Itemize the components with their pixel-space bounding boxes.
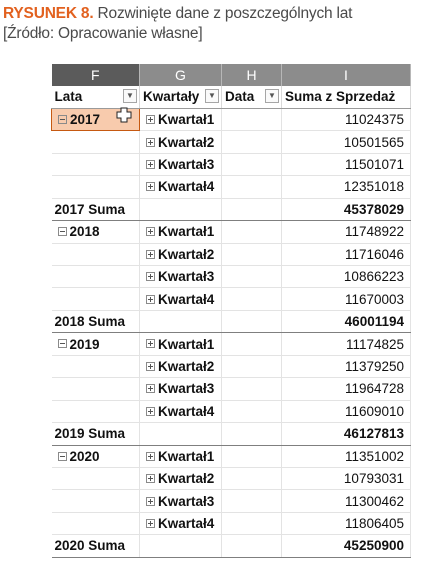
expand-icon[interactable] [146, 272, 155, 281]
empty-cell [52, 355, 140, 377]
empty-cell [52, 176, 140, 198]
table-row [52, 355, 411, 377]
move-cursor-icon [116, 107, 132, 123]
figure-source: [Źródło: Opracowanie własne] [3, 25, 203, 42]
collapse-icon[interactable] [58, 115, 67, 124]
expand-icon[interactable] [146, 339, 155, 348]
column-letter-row [52, 64, 411, 86]
sales-value-cell [282, 490, 411, 512]
expand-icon[interactable] [146, 182, 155, 191]
year-cell[interactable] [52, 221, 140, 243]
subtotal-label-text: 2017 Suma [54, 201, 126, 217]
empty-cell [52, 153, 140, 175]
sales-value-cell-text: 11174825 [345, 336, 404, 352]
quarter-cell-text: Kwartał3 [158, 157, 215, 173]
field-header-label: Lata [54, 89, 83, 105]
sales-value-cell [282, 131, 411, 153]
sales-value-cell [282, 467, 411, 489]
empty-cell [52, 288, 140, 310]
table-row [52, 131, 411, 153]
expand-icon[interactable] [146, 227, 155, 236]
date-cell [222, 266, 282, 288]
table-row [52, 153, 411, 175]
quarter-cell-text: Kwartał2 [158, 358, 215, 374]
year-cell[interactable] [52, 333, 140, 355]
quarter-cell[interactable] [140, 131, 222, 153]
sales-value-cell [282, 512, 411, 534]
subtotal-value-text: 45378029 [343, 201, 404, 217]
sales-value-cell [282, 288, 411, 310]
table-row [52, 490, 411, 512]
date-cell [222, 176, 282, 198]
quarter-cell[interactable] [140, 333, 222, 355]
quarter-cell[interactable] [140, 108, 222, 130]
table-row [52, 266, 411, 288]
collapse-icon[interactable] [58, 339, 67, 348]
subtotal-label-text: 2018 Suma [54, 314, 126, 330]
pivot-field-header-row [52, 86, 411, 108]
date-cell [222, 221, 282, 243]
quarter-cell[interactable] [140, 221, 222, 243]
date-cell [222, 467, 282, 489]
sales-value-cell [282, 445, 411, 467]
empty-cell [52, 378, 140, 400]
field-header-kwartaly [140, 86, 222, 108]
figure-label: RYSUNEK 8. [3, 5, 94, 22]
sales-value-cell-text: 10866223 [343, 269, 404, 285]
table-row [52, 176, 411, 198]
quarter-cell-text: Kwartał1 [158, 448, 215, 464]
table-row [52, 512, 411, 534]
date-cell [222, 445, 282, 467]
expand-icon[interactable] [146, 160, 155, 169]
filter-dropdown-icon[interactable]: ▼ [123, 89, 137, 103]
empty-cell [140, 423, 222, 445]
sales-value-cell-text: 11748922 [344, 224, 404, 240]
quarter-cell-text: Kwartał4 [158, 403, 215, 419]
sales-value-cell-text: 11024375 [344, 112, 404, 128]
quarter-cell-text: Kwartał2 [158, 246, 215, 262]
date-cell [222, 108, 282, 130]
expand-icon[interactable] [146, 407, 155, 416]
table-row [52, 243, 411, 265]
subtotal-value [282, 198, 411, 220]
date-cell [222, 153, 282, 175]
quarter-cell-text: Kwartał1 [158, 224, 215, 240]
quarter-cell[interactable] [140, 445, 222, 467]
quarter-cell-text: Kwartał1 [158, 336, 215, 352]
field-header-suma [282, 86, 411, 108]
subtotal-value-text: 46127813 [343, 426, 404, 442]
sales-value-cell [282, 108, 411, 130]
expand-icon[interactable] [146, 452, 155, 461]
expand-icon[interactable] [146, 250, 155, 259]
column-header-i[interactable]: I [282, 64, 411, 86]
table-row [52, 445, 411, 467]
quarter-cell[interactable] [140, 153, 222, 175]
quarter-cell[interactable] [140, 288, 222, 310]
year-cell-text: 2018 [69, 224, 100, 240]
expand-icon[interactable] [146, 519, 155, 528]
subtotal-label [52, 535, 140, 557]
subtotal-row [52, 535, 411, 557]
expand-icon[interactable] [146, 497, 155, 506]
table-row [52, 467, 411, 489]
empty-cell [52, 512, 140, 534]
table-row [52, 378, 411, 400]
year-cell-text: 2020 [69, 448, 100, 464]
sales-value-cell-text: 12351018 [343, 179, 404, 195]
date-cell [222, 355, 282, 377]
sales-value-cell-text: 11670003 [344, 291, 404, 307]
sales-value-cell [282, 243, 411, 265]
sales-value-cell [282, 153, 411, 175]
sales-value-cell-text: 11300462 [344, 493, 404, 509]
subtotal-label-text: 2020 Suma [54, 538, 126, 554]
empty-cell [222, 423, 282, 445]
column-header-g[interactable]: G [140, 64, 222, 86]
date-cell [222, 131, 282, 153]
year-cell[interactable] [52, 445, 140, 467]
quarter-cell-text: Kwartał3 [158, 493, 215, 509]
quarter-cell[interactable] [140, 490, 222, 512]
pivot-body [52, 108, 411, 557]
sales-value-cell [282, 378, 411, 400]
sales-value-cell [282, 221, 411, 243]
empty-cell [222, 310, 282, 332]
expand-icon[interactable] [146, 295, 155, 304]
expand-icon[interactable] [146, 474, 155, 483]
empty-cell [140, 535, 222, 557]
sales-value-cell [282, 266, 411, 288]
sales-value-cell [282, 333, 411, 355]
empty-cell [52, 490, 140, 512]
subtotal-value-text: 46001194 [344, 314, 404, 330]
quarter-cell-text: Kwartał3 [158, 381, 215, 397]
table-row [52, 221, 411, 243]
column-header-h[interactable]: H [222, 64, 282, 86]
sales-value-cell-text: 10501565 [343, 134, 404, 150]
date-cell [222, 512, 282, 534]
subtotal-label [52, 310, 140, 332]
quarter-cell-text: Kwartał2 [158, 134, 215, 150]
quarter-cell-text: Kwartał3 [158, 269, 215, 285]
expand-icon[interactable] [146, 115, 155, 124]
sales-value-cell-text: 11806405 [344, 516, 404, 532]
subtotal-label [52, 198, 140, 220]
quarter-cell-text: Kwartał4 [158, 291, 215, 307]
empty-cell [140, 198, 222, 220]
table-row [52, 288, 411, 310]
sales-value-cell [282, 355, 411, 377]
expand-icon[interactable] [146, 384, 155, 393]
quarter-cell-text: Kwartał4 [158, 516, 215, 532]
collapse-icon[interactable] [58, 227, 67, 236]
filter-dropdown-icon[interactable]: ▼ [205, 89, 219, 103]
collapse-icon[interactable] [58, 452, 67, 461]
sales-value-cell [282, 176, 411, 198]
date-cell [222, 490, 282, 512]
sales-value-cell-text: 11379250 [344, 358, 404, 374]
figure-caption [3, 4, 423, 44]
field-header-data [222, 86, 282, 108]
table-row [52, 333, 411, 355]
filter-dropdown-icon[interactable]: ▼ [265, 89, 279, 103]
quarter-cell[interactable] [140, 243, 222, 265]
field-header-label: Suma z Sprzedaż [285, 89, 396, 105]
subtotal-row [52, 310, 411, 332]
table-row [52, 400, 411, 422]
sales-value-cell-text: 11609010 [344, 403, 404, 419]
date-cell [222, 400, 282, 422]
sales-value-cell-text: 11351002 [344, 448, 404, 464]
quarter-cell-text: Kwartał1 [158, 112, 215, 128]
subtotal-label [52, 423, 140, 445]
sales-value-cell-text: 11716046 [344, 246, 404, 262]
year-cell-text: 2017 [70, 112, 101, 128]
empty-cell [52, 243, 140, 265]
sales-value-cell [282, 400, 411, 422]
quarter-cell[interactable] [140, 176, 222, 198]
subtotal-value [282, 310, 411, 332]
field-header-lata [52, 86, 140, 108]
quarter-cell[interactable] [140, 467, 222, 489]
subtotal-value [282, 535, 411, 557]
year-cell-text: 2019 [69, 336, 100, 352]
field-header-label: Kwartały [143, 89, 200, 105]
figure-title: Rozwinięte dane z poszczególnych lat [93, 5, 353, 22]
empty-cell [52, 400, 140, 422]
quarter-cell[interactable] [140, 512, 222, 534]
expand-icon[interactable] [146, 138, 155, 147]
field-header-label: Data [225, 89, 255, 105]
quarter-cell-text: Kwartał4 [158, 179, 215, 195]
quarter-cell[interactable] [140, 266, 222, 288]
empty-cell [222, 535, 282, 557]
date-cell [222, 378, 282, 400]
subtotal-row [52, 198, 411, 220]
subtotal-label-text: 2019 Suma [54, 426, 126, 442]
subtotal-row [52, 423, 411, 445]
column-header-f[interactable]: F [52, 64, 140, 86]
subtotal-value-text: 45250900 [343, 538, 404, 554]
quarter-cell[interactable] [140, 355, 222, 377]
quarter-cell[interactable] [140, 378, 222, 400]
empty-cell [140, 310, 222, 332]
pivot-table [51, 64, 411, 558]
expand-icon[interactable] [146, 362, 155, 371]
sales-value-cell-text: 10793031 [343, 471, 404, 487]
table-row [52, 108, 411, 130]
empty-cell [52, 467, 140, 489]
date-cell [222, 243, 282, 265]
sales-value-cell-text: 11501071 [344, 157, 404, 173]
empty-cell [52, 266, 140, 288]
empty-cell [222, 198, 282, 220]
sales-value-cell-text: 11964728 [344, 381, 404, 397]
date-cell [222, 333, 282, 355]
quarter-cell-text: Kwartał2 [158, 471, 215, 487]
subtotal-value [282, 423, 411, 445]
date-cell [222, 288, 282, 310]
empty-cell [52, 131, 140, 153]
quarter-cell[interactable] [140, 400, 222, 422]
